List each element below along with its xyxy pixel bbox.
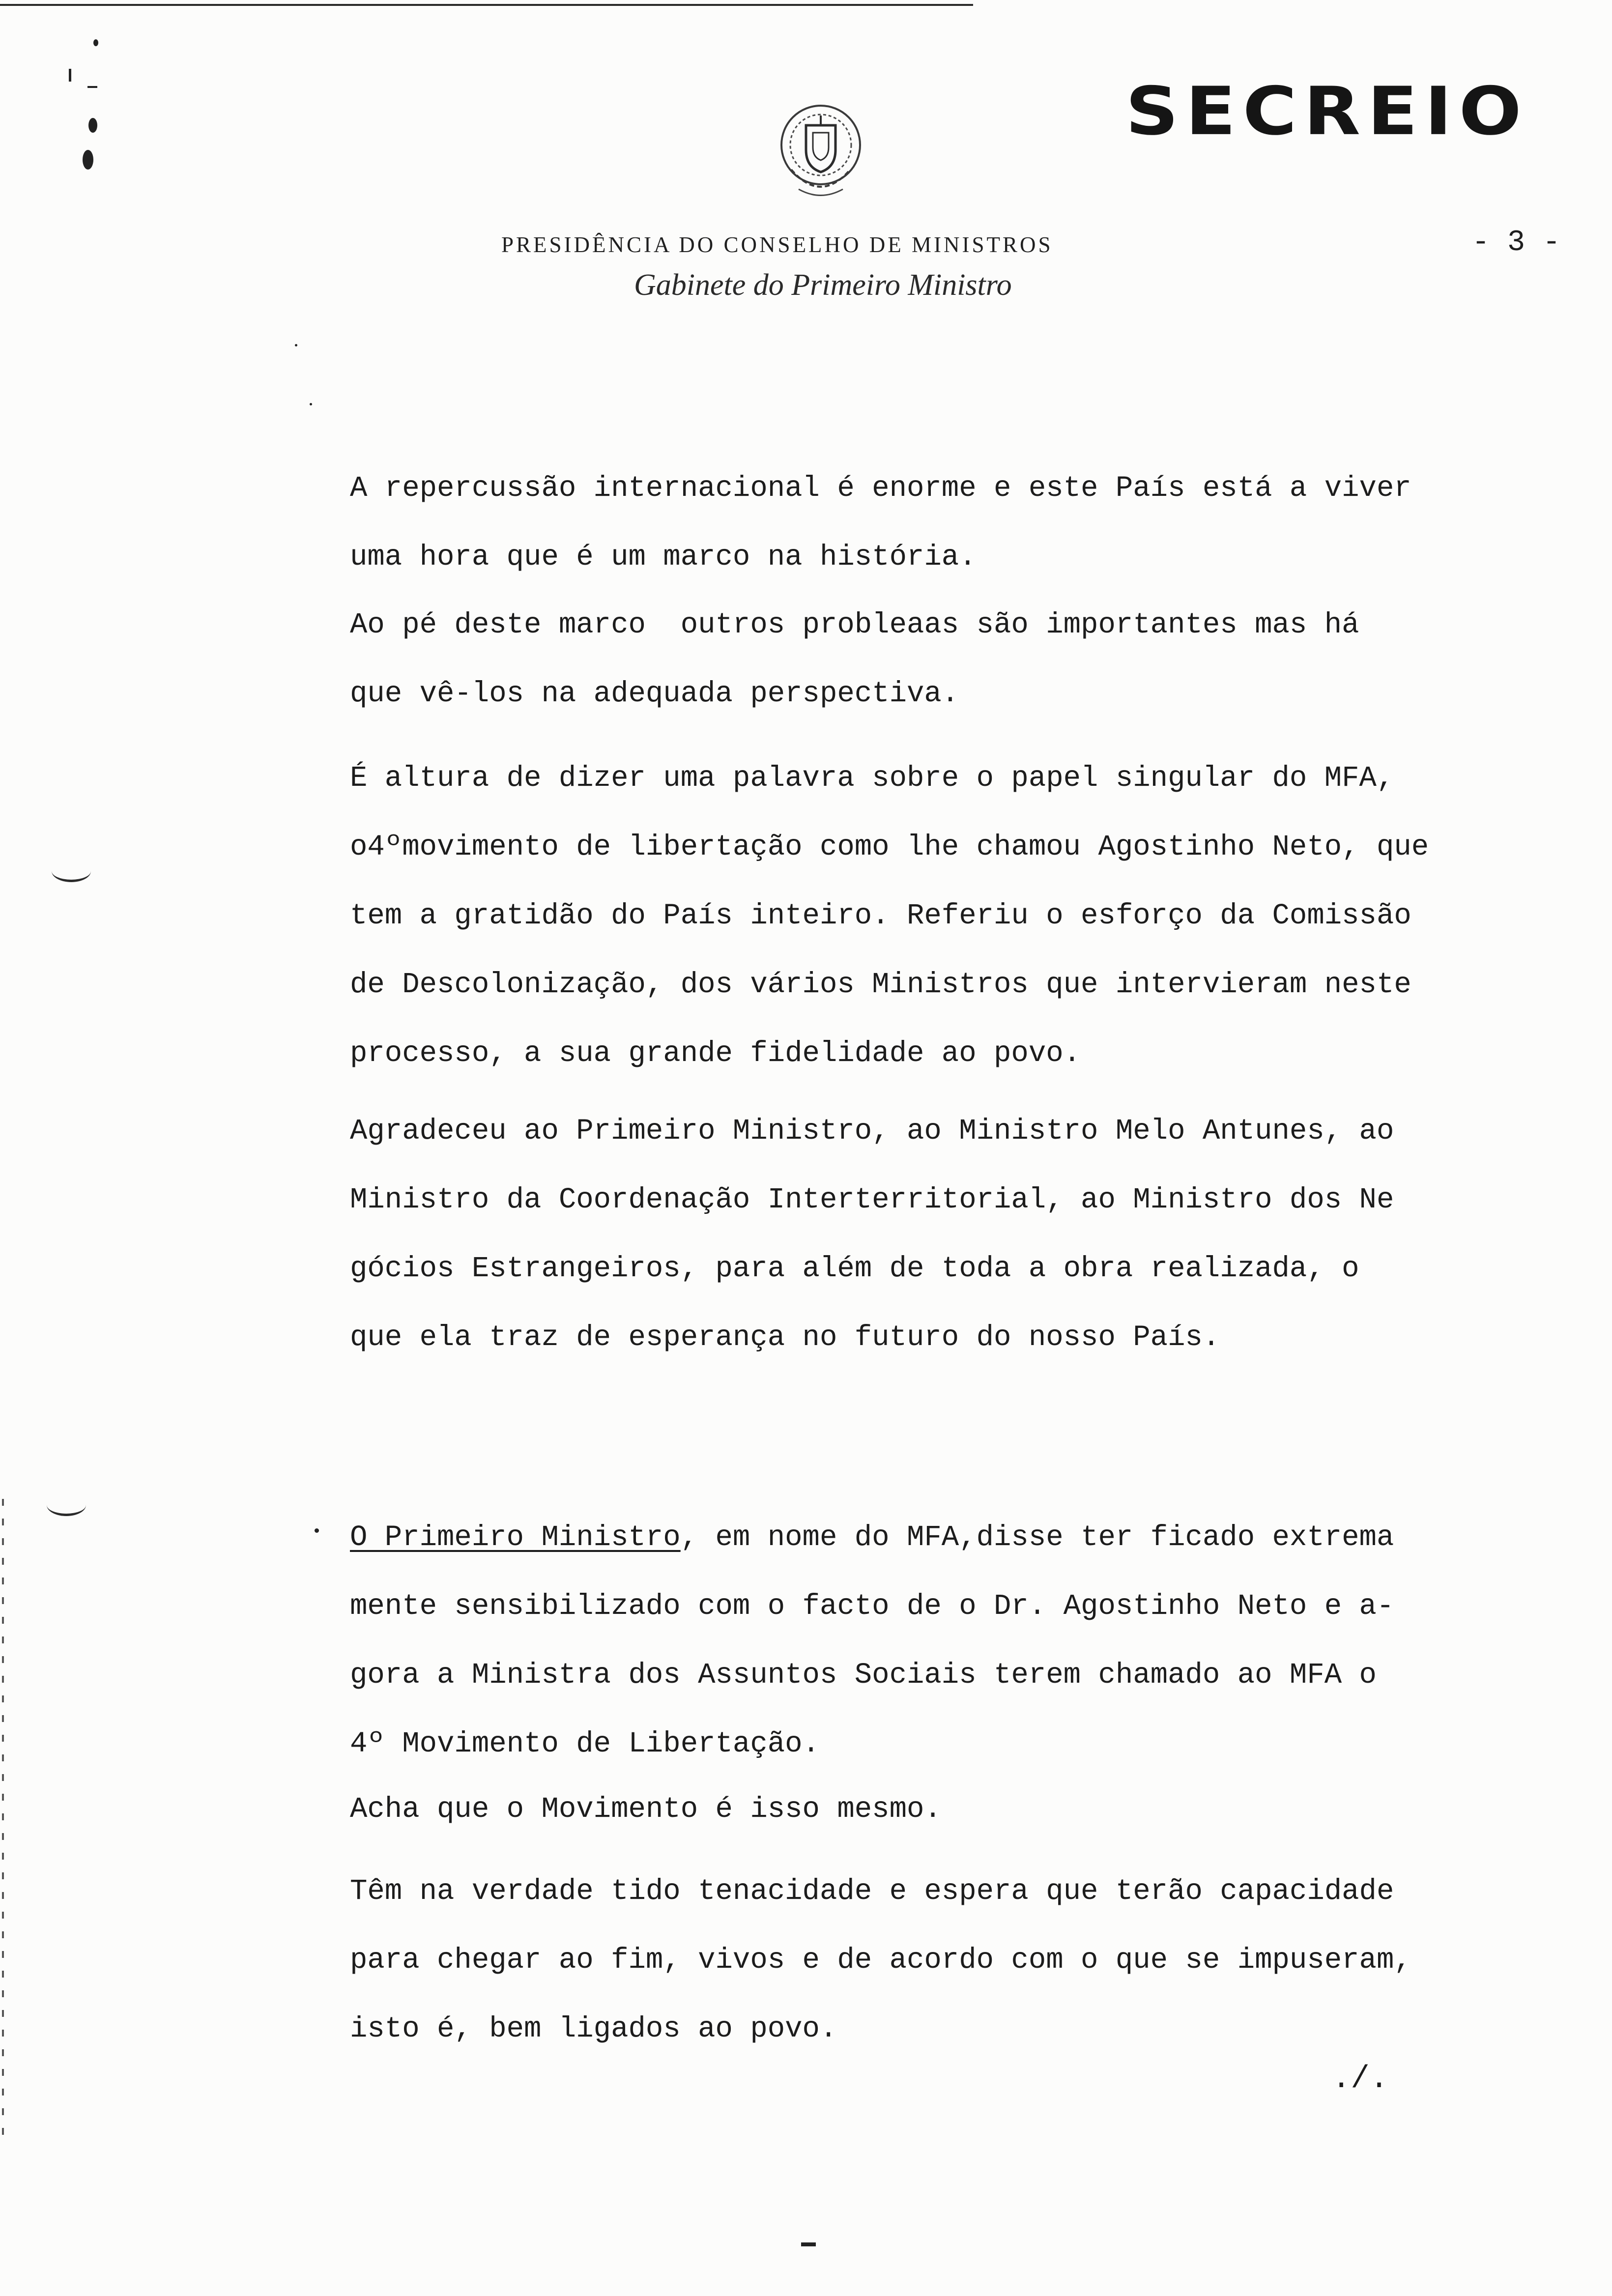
scan-mark	[88, 118, 97, 133]
text-line: tem a gratidão do País inteiro. Referiu o esforço da Comissão	[350, 899, 1411, 932]
scan-mark	[69, 69, 71, 82]
continuation-mark: ./.	[1332, 2062, 1389, 2097]
coat-of-arms-seal-icon	[772, 96, 870, 209]
speaker-line-rest: , em nome do MFA,disse ter ficado extrema	[680, 1521, 1394, 1554]
scan-edge-perforation	[2, 1499, 4, 2138]
page-number: - 3 -	[1472, 226, 1561, 259]
letterhead-title: PRESIDÊNCIA DO CONSELHO DE MINISTROS	[501, 232, 1053, 257]
text-line: mente sensibilizado com o facto de o Dr. Agostinho Neto e a-	[350, 1590, 1394, 1623]
text-line: gora a Ministra dos Assuntos Sociais terem chamado ao MFA o	[350, 1659, 1377, 1692]
text-line: para chegar ao fim, vivos e de acordo com o que se impuseram,	[350, 1944, 1411, 1977]
text-line: o4ºmovimento de libertação como lhe chamou Agostinho Neto, que	[350, 831, 1429, 863]
scan-mark	[93, 39, 98, 46]
text-line: Ministro da Coordenação Interterritorial, ao Ministro dos Ne	[350, 1183, 1394, 1216]
classification-stamp: SECREIO	[1125, 73, 1528, 150]
scan-mark	[295, 344, 297, 346]
text-line: Acha que o Movimento é isso mesmo.	[350, 1793, 942, 1826]
text-line	[350, 1521, 1394, 1554]
margin-bracket-mark	[47, 1494, 86, 1516]
text-line: 4º Movimento de Libertação.	[350, 1727, 820, 1760]
top-edge-rule	[0, 4, 973, 6]
text-line: de Descolonização, dos vários Ministros que intervieram neste	[350, 968, 1411, 1001]
text-line: Ao pé deste marco outros probleaas são importantes mas há	[350, 608, 1359, 641]
text-line: que ela traz de esperança no futuro do nosso País.	[350, 1321, 1220, 1354]
scan-mark	[83, 150, 93, 170]
text-line: uma hora que é um marco na história.	[350, 541, 977, 574]
text-line: É altura de dizer uma palavra sobre o papel singular do MFA,	[350, 762, 1394, 795]
scan-mark	[315, 1528, 319, 1533]
margin-bracket-mark	[52, 860, 91, 882]
text-line: Agradeceu ao Primeiro Ministro, ao Ministro Melo Antunes, ao	[350, 1115, 1394, 1148]
letterhead-subtitle: Gabinete do Primeiro Ministro	[634, 268, 1012, 302]
text-line: A repercussão internacional é enorme e este País está a viver	[350, 472, 1411, 505]
speaker-name: O Primeiro Ministro	[350, 1521, 681, 1554]
scan-mark	[87, 86, 97, 88]
text-line: Têm na verdade tido tenacidade e espera que terão capacidade	[350, 1875, 1394, 1908]
text-line: gócios Estrangeiros, para além de toda a obra realizada, o	[350, 1252, 1359, 1285]
scan-mark	[801, 2242, 816, 2246]
text-line: isto é, bem ligados ao povo.	[350, 2012, 837, 2045]
text-line: que vê-los na adequada perspectiva.	[350, 677, 959, 710]
text-line: processo, a sua grande fidelidade ao povo.	[350, 1037, 1081, 1070]
scan-mark	[310, 403, 312, 405]
